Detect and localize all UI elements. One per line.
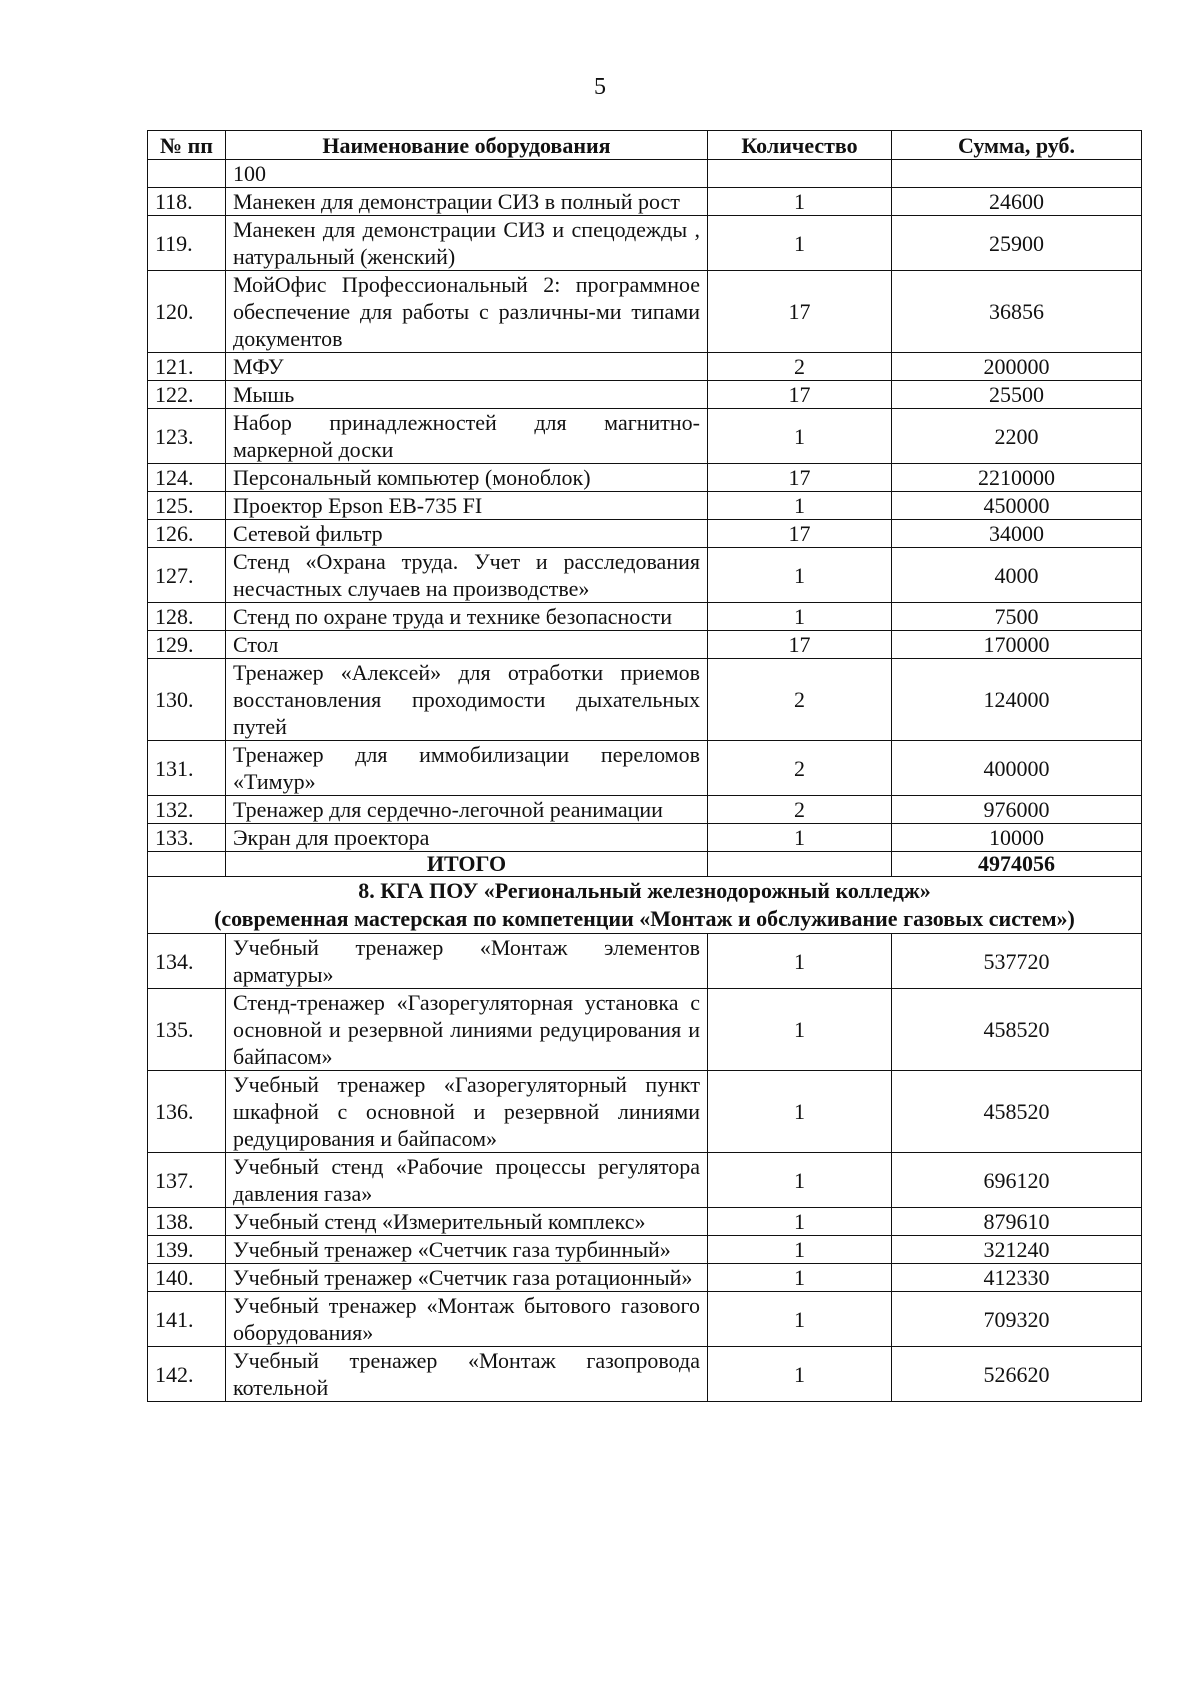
header-num: № пп — [148, 131, 226, 160]
row-number: 138. — [148, 1208, 226, 1236]
quantity: 1 — [708, 1208, 892, 1236]
total-sum: 4974056 — [892, 852, 1142, 877]
equipment-name: 100 — [226, 160, 708, 188]
table-row — [148, 520, 1142, 548]
table-header-row — [148, 131, 1142, 160]
equipment-name: Экран для проектора — [226, 824, 708, 852]
table-row — [148, 271, 1142, 353]
table-row — [148, 741, 1142, 796]
row-number: 135. — [148, 989, 226, 1071]
amount: 170000 — [892, 631, 1142, 659]
amount: 450000 — [892, 492, 1142, 520]
equipment-name: МФУ — [226, 353, 708, 381]
row-number: 136. — [148, 1071, 226, 1153]
amount: 24600 — [892, 188, 1142, 216]
table-row — [148, 1347, 1142, 1402]
amount: 412330 — [892, 1264, 1142, 1292]
table-row — [148, 409, 1142, 464]
table-row — [148, 603, 1142, 631]
quantity: 1 — [708, 1292, 892, 1347]
amount: 458520 — [892, 989, 1142, 1071]
row-number: 127. — [148, 548, 226, 603]
equipment-table — [147, 130, 1142, 1402]
table-total — [148, 852, 1142, 934]
equipment-name: Стенд-тренажер «Газорегуляторная установка с основной и резервной линиями редуцирования и байпасом» — [226, 989, 708, 1071]
amount: 537720 — [892, 934, 1142, 989]
row-number: 134. — [148, 934, 226, 989]
table-row — [148, 464, 1142, 492]
equipment-name: Персональный компьютер (моноблок) — [226, 464, 708, 492]
header-name: Наименование оборудования — [226, 131, 708, 160]
total-row — [148, 852, 1142, 877]
quantity: 2 — [708, 741, 892, 796]
header-qty: Количество — [708, 131, 892, 160]
quantity: 1 — [708, 492, 892, 520]
row-number: 119. — [148, 216, 226, 271]
amount: 25500 — [892, 381, 1142, 409]
amount: 400000 — [892, 741, 1142, 796]
quantity: 17 — [708, 271, 892, 353]
row-number: 124. — [148, 464, 226, 492]
quantity — [708, 160, 892, 188]
section-subtitle: (современная мастерская по компетенции «Монтаж и обслуживание газовых систем») — [214, 906, 1075, 931]
equipment-name: Учебный тренажер «Счетчик газа турбинный» — [226, 1236, 708, 1264]
quantity: 2 — [708, 796, 892, 824]
amount: 124000 — [892, 659, 1142, 741]
equipment-name: Стол — [226, 631, 708, 659]
row-number: 133. — [148, 824, 226, 852]
table-row — [148, 548, 1142, 603]
amount: 7500 — [892, 603, 1142, 631]
row-number: 130. — [148, 659, 226, 741]
row-number: 122. — [148, 381, 226, 409]
row-number: 120. — [148, 271, 226, 353]
row-number: 131. — [148, 741, 226, 796]
quantity: 1 — [708, 934, 892, 989]
table-row — [148, 1236, 1142, 1264]
quantity: 1 — [708, 1236, 892, 1264]
amount: 709320 — [892, 1292, 1142, 1347]
equipment-name: Сетевой фильтр — [226, 520, 708, 548]
equipment-name: Тренажер для сердечно-легочной реанимации — [226, 796, 708, 824]
table-row — [148, 796, 1142, 824]
equipment-name: Тренажер для иммобилизации переломов «Тимур» — [226, 741, 708, 796]
row-number: 125. — [148, 492, 226, 520]
quantity: 1 — [708, 989, 892, 1071]
quantity: 2 — [708, 659, 892, 741]
quantity: 2 — [708, 353, 892, 381]
section-header-cell — [148, 877, 1142, 934]
quantity: 1 — [708, 1347, 892, 1402]
total-num-cell — [148, 852, 226, 877]
equipment-name: Учебный стенд «Измерительный комплекс» — [226, 1208, 708, 1236]
section-title: 8. КГА ПОУ «Региональный железнодорожный колледж» — [358, 878, 931, 903]
table-row — [148, 160, 1142, 188]
row-number: 132. — [148, 796, 226, 824]
equipment-name: Набор принадлежностей для магнитно-маркерной доски — [226, 409, 708, 464]
quantity: 1 — [708, 1071, 892, 1153]
equipment-name: Учебный тренажер «Монтаж элементов арматуры» — [226, 934, 708, 989]
quantity: 1 — [708, 1264, 892, 1292]
table-row — [148, 381, 1142, 409]
quantity: 1 — [708, 603, 892, 631]
equipment-name: Учебный тренажер «Монтаж бытового газового оборудования» — [226, 1292, 708, 1347]
table-row — [148, 1153, 1142, 1208]
amount: 34000 — [892, 520, 1142, 548]
table-row — [148, 1208, 1142, 1236]
row-number: 139. — [148, 1236, 226, 1264]
page-number: 5 — [594, 74, 606, 100]
equipment-name: Учебный стенд «Рабочие процессы регулятора давления газа» — [226, 1153, 708, 1208]
row-number: 126. — [148, 520, 226, 548]
amount: 4000 — [892, 548, 1142, 603]
amount: 879610 — [892, 1208, 1142, 1236]
quantity: 17 — [708, 520, 892, 548]
row-number: 123. — [148, 409, 226, 464]
equipment-name: Учебный тренажер «Монтаж газопровода котельной — [226, 1347, 708, 1402]
equipment-name: Проектор Epson EB-735 FI — [226, 492, 708, 520]
table-row — [148, 216, 1142, 271]
amount: 2200 — [892, 409, 1142, 464]
amount: 696120 — [892, 1153, 1142, 1208]
amount: 458520 — [892, 1071, 1142, 1153]
equipment-name: Мышь — [226, 381, 708, 409]
row-number: 141. — [148, 1292, 226, 1347]
table-row — [148, 824, 1142, 852]
table-row — [148, 659, 1142, 741]
equipment-name: Манекен для демонстрации СИЗ в полный рост — [226, 188, 708, 216]
row-number: 137. — [148, 1153, 226, 1208]
table-body-part-1 — [148, 160, 1142, 852]
amount: 10000 — [892, 824, 1142, 852]
quantity: 17 — [708, 631, 892, 659]
equipment-name: Стенд «Охрана труда. Учет и расследования несчастных случаев на производстве» — [226, 548, 708, 603]
quantity: 1 — [708, 188, 892, 216]
quantity: 1 — [708, 1153, 892, 1208]
table-body-part-2 — [148, 934, 1142, 1402]
quantity: 1 — [708, 824, 892, 852]
total-label: ИТОГО — [226, 852, 708, 877]
equipment-name: Учебный тренажер «Газорегуляторный пункт шкафной с основной и резервной линиями редуцирования и байпасом» — [226, 1071, 708, 1153]
table-row — [148, 353, 1142, 381]
table-row — [148, 631, 1142, 659]
section-header-row — [148, 877, 1142, 934]
amount: 526620 — [892, 1347, 1142, 1402]
equipment-name: МойОфис Профессиональный 2: программное обеспечение для работы с различны-ми типами документов — [226, 271, 708, 353]
amount: 321240 — [892, 1236, 1142, 1264]
row-number: 140. — [148, 1264, 226, 1292]
row-number: 129. — [148, 631, 226, 659]
amount: 36856 — [892, 271, 1142, 353]
table-row — [148, 1292, 1142, 1347]
amount: 2210000 — [892, 464, 1142, 492]
table-row — [148, 492, 1142, 520]
row-number — [148, 160, 226, 188]
equipment-name: Тренажер «Алексей» для отработки приемов восстановления проходимости дыхательных путей — [226, 659, 708, 741]
table-row — [148, 934, 1142, 989]
row-number: 121. — [148, 353, 226, 381]
table-row — [148, 188, 1142, 216]
quantity: 1 — [708, 409, 892, 464]
equipment-name: Стенд по охране труда и технике безопасности — [226, 603, 708, 631]
table-row — [148, 1071, 1142, 1153]
header-sum: Сумма, руб. — [892, 131, 1142, 160]
row-number: 142. — [148, 1347, 226, 1402]
equipment-name: Манекен для демонстрации СИЗ и спецодежды , натуральный (женский) — [226, 216, 708, 271]
total-qty-cell — [708, 852, 892, 877]
table-row — [148, 989, 1142, 1071]
quantity: 17 — [708, 381, 892, 409]
equipment-name: Учебный тренажер «Счетчик газа ротационный» — [226, 1264, 708, 1292]
quantity: 1 — [708, 216, 892, 271]
quantity: 17 — [708, 464, 892, 492]
row-number: 128. — [148, 603, 226, 631]
amount — [892, 160, 1142, 188]
table-row — [148, 1264, 1142, 1292]
amount: 25900 — [892, 216, 1142, 271]
quantity: 1 — [708, 548, 892, 603]
amount: 200000 — [892, 353, 1142, 381]
amount: 976000 — [892, 796, 1142, 824]
row-number: 118. — [148, 188, 226, 216]
